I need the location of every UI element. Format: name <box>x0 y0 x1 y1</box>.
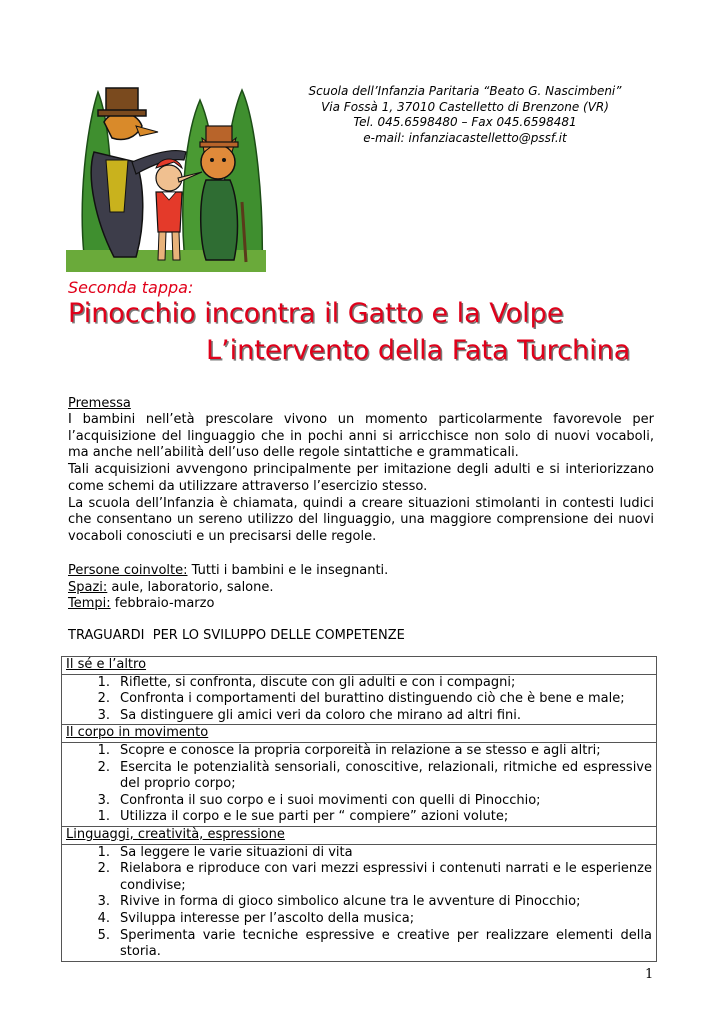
project-details <box>68 563 654 613</box>
item-number: 1. <box>97 809 110 825</box>
item-number: 2. <box>97 861 110 877</box>
item-text: Rivive in forma di gioco simbolico alcune tra le avventure di Pinocchio; <box>120 894 581 910</box>
item-number: 1. <box>97 742 110 758</box>
list-item <box>66 809 652 826</box>
tempi-label: Tempi: <box>68 596 111 612</box>
tempi-row <box>68 596 654 613</box>
list-item <box>66 928 652 961</box>
item-number: 3. <box>97 707 110 723</box>
premessa-text <box>68 412 654 546</box>
item-number: 3. <box>97 792 110 808</box>
document-title: Pinocchio incontra il Gatto e la Volpe <box>68 298 564 329</box>
item-number: 2. <box>97 691 110 707</box>
list-item <box>66 845 652 862</box>
persone-row <box>68 563 654 580</box>
pinocchio-fox-cat-illustration <box>66 82 266 272</box>
stage-label: Seconda tappa: <box>68 278 194 297</box>
item-text: Utilizza il corpo e le sue parti per “ compiere” azioni volute; <box>120 809 509 825</box>
traguardi-heading: TRAGUARDI PER LO SVILUPPO DELLE COMPETENZE <box>68 628 405 643</box>
section-items <box>62 674 657 725</box>
item-text: Sviluppa interesse per l’ascolto della musica; <box>120 910 415 926</box>
section-title: Il corpo in movimento <box>62 725 657 743</box>
list-item <box>66 675 652 692</box>
item-text: Confronta i comportamenti del burattino distinguendo ciò che è bene e male; <box>120 691 625 707</box>
spazi-value: aule, laboratorio, salone. <box>107 579 274 595</box>
list-item <box>66 743 652 760</box>
list-item <box>66 708 652 725</box>
competences-table <box>61 656 657 962</box>
list-item <box>66 760 652 793</box>
item-text: Esercita le potenzialità sensoriali, conoscitive, relazionali, ritmiche ed espressive del proprio corpo; <box>120 759 652 792</box>
item-number: 4. <box>97 910 110 926</box>
item-text: Rielabora e riproduce con vari mezzi espressivi i contenuti narrati e le esperienze condivise; <box>120 861 652 893</box>
item-number: 1. <box>97 844 110 860</box>
school-name: Scuola dell’Infanzia Paritaria “Beato G. Nascimbeni” <box>308 84 622 98</box>
item-text: Scopre e conosce la propria corporeità in relazione a se stesso e agli altri; <box>120 742 601 758</box>
section-title: Linguaggi, creatività, espressione <box>62 826 657 844</box>
item-number: 5. <box>97 927 110 943</box>
item-text: Sa distinguere gli amici veri da coloro che mirano ad altri fini. <box>120 707 522 723</box>
premessa-paragraph: Tali acquisizioni avvengono principalmente per imitazione degli adulti e si interiorizzano come schemi da utilizzare attraverso l’esercizio stesso. <box>68 462 654 494</box>
list-item <box>66 691 652 708</box>
document-subtitle: L’intervento della Fata Turchina <box>206 335 631 366</box>
premessa-paragraph: I bambini nell’età prescolare vivono un momento particolarmente favorevole per l’acquisizione del linguaggio che in pochi anni si arricchisce non solo di nuovi vocaboli, ma anche nell’abilità dell’uso delle regole sintattiche e grammaticali. <box>68 412 654 461</box>
item-text: Confronta il suo corpo e i suoi movimenti con quelli di Pinocchio; <box>120 792 541 808</box>
school-address: Via Fossà 1, 37010 Castelletto di Brenzone (VR) <box>321 99 609 114</box>
section-title: Il sé e l’altro <box>62 657 657 675</box>
section-items <box>62 844 657 961</box>
page-number: 1 <box>645 967 654 982</box>
item-number: 2. <box>97 759 110 775</box>
spazi-row <box>68 580 654 597</box>
spazi-label: Spazi: <box>68 579 108 595</box>
item-text: Riflette, si confronta, discute con gli adulti e con i compagni; <box>120 674 516 690</box>
item-text: Sa leggere le varie situazioni di vita <box>120 844 353 860</box>
school-header <box>300 84 630 146</box>
school-email: e-mail: infanziacastelletto@pssf.it <box>363 130 567 145</box>
item-number: 3. <box>97 894 110 910</box>
item-text: Sperimenta varie tecniche espressive e creative per realizzare elementi della storia. <box>120 927 652 960</box>
list-item <box>66 793 652 810</box>
tempi-value: febbraio-marzo <box>110 596 215 612</box>
list-item <box>66 861 652 894</box>
persone-value: Tutti i bambini e le insegnanti. <box>187 563 389 578</box>
school-phone: Tel. 045.6598480 – Fax 045.6598481 <box>353 115 577 129</box>
persone-label: Persone coinvolte: <box>68 563 188 578</box>
premessa-paragraph: La scuola dell’Infanzia è chiamata, quindi a creare situazioni stimolanti in contesti ludici che consentano un sereno utilizzo del linguaggio, una maggiore comprensione dei nuovi vocaboli conosciuti e un precisarsi delle regole. <box>68 495 654 544</box>
section-items <box>62 742 657 826</box>
item-number: 1. <box>97 674 110 690</box>
premessa-heading: Premessa <box>68 396 131 411</box>
list-item <box>66 894 652 911</box>
list-item <box>66 911 652 928</box>
